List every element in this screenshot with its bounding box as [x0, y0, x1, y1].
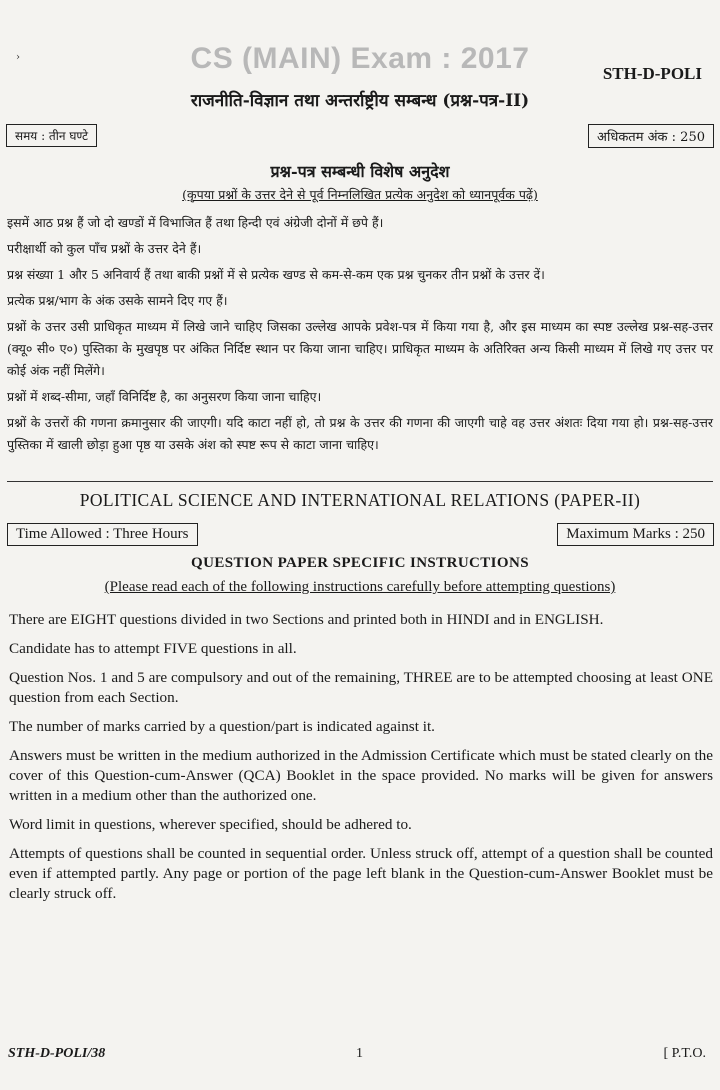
english-time-allowed: Time Allowed : Three Hours: [7, 523, 198, 546]
hindi-instructions-heading: प्रश्न-पत्र सम्बन्धी विशेष अनुदेश: [270, 162, 450, 181]
english-instruction: Word limit in questions, wherever specified, should be adhered to.: [9, 816, 412, 833]
corner-mark: ›: [16, 52, 20, 63]
hindi-instruction: प्रश्नों के उत्तर उसी प्राधिकृत माध्यम में लिखे जाने चाहिए जिसका उल्लेख आपके प्रवेश-पत्र में किया गया है, और इस माध्यम का स्पष्ट उल्लेख प्रश्न-सह-उत्तर (क्यू० सी० ए०) पुस्तिका के मुखपृष्ठ पर अंकित निर्दिष्ट स्थान पर किया जाना चाहिए। प्राधिकृत माध्यम के अतिरिक्त अन्य किसी माध्यम में लिखे गए उत्तर पर कोई अंक नहीं मिलेंगे।: [7, 319, 713, 378]
english-instruction: There are EIGHT questions divided in two Sections and printed both in HINDI and in ENGLISH.: [9, 611, 604, 628]
hindi-instructions: [7, 212, 713, 460]
english-paper-title: POLITICAL SCIENCE AND INTERNATIONAL RELATIONS (PAPER-II): [79, 490, 641, 510]
hindi-instruction: प्रश्न संख्या 1 और 5 अनिवार्य हैं तथा बाकी प्रश्नों में से प्रत्येक खण्ड से कम-से-कम एक प्रश्न चुनकर तीन प्रश्नों के उत्तर दें।: [7, 267, 545, 282]
section-divider: [7, 481, 713, 482]
hindi-instructions-subheading: (कृपया प्रश्नों के उत्तर देने से पूर्व निम्नलिखित प्रत्येक अनुदेश को ध्यानपूर्वक पढ़ें): [182, 187, 538, 202]
hindi-max-marks: अधिकतम अंक : 250: [588, 124, 714, 148]
english-max-marks: Maximum Marks : 250: [557, 523, 714, 546]
english-instructions-subheading: (Please read each of the following instructions carefully before attempting questions): [104, 579, 616, 595]
english-instruction: Candidate has to attempt FIVE questions in all.: [9, 640, 297, 657]
english-instruction: Answers must be written in the medium authorized in the Admission Certificate which must be stated clearly on the cover of this Question-cum-Answer (QCA) Booklet in the space provided. No marks will be given for answers written in a medium other than the authorized one.: [9, 747, 713, 804]
hindi-instruction: परीक्षार्थी को कुल पाँच प्रश्नों के उत्तर देने हैं।: [7, 241, 202, 256]
pto-label: [ P.T.O.: [663, 1046, 706, 1061]
hindi-time-allowed: समय : तीन घण्टे: [6, 124, 97, 147]
hindi-instruction: इसमें आठ प्रश्न हैं जो दो खण्डों में विभाजित हैं तथा हिन्दी एवं अंग्रेजी दोनों में छपे हैं।: [7, 215, 384, 230]
hindi-paper-title: राजनीति-विज्ञान तथा अन्तर्राष्ट्रीय सम्बन्ध (प्रश्न-पत्र-II): [190, 91, 530, 111]
hindi-instruction: प्रश्नों के उत्तरों की गणना क्रमानुसार की जाएगी। यदि काटा नहीं हो, तो प्रश्न के उत्तर की गणना की जाएगी चाहे वह उत्तर अंशतः दिया गया हो। प्रश्न-सह-उत्तर पुस्तिका में खाली छोड़ा हुआ पृष्ठ या उसके अंश को स्पष्ट रूप से काटा जाना चाहिए।: [7, 415, 713, 452]
english-instruction: Question Nos. 1 and 5 are compulsory and out of the remaining, THREE are to be attempted choosing at least ONE question from each Section.: [9, 669, 713, 706]
english-instructions-heading: QUESTION PAPER SPECIFIC INSTRUCTIONS: [191, 555, 529, 571]
footer-code: STH-D-POLI/38: [8, 1046, 106, 1061]
hindi-instruction: प्रत्येक प्रश्न/भाग के अंक उसके सामने दिए गए हैं।: [7, 293, 228, 308]
page-number: 1: [356, 1046, 363, 1061]
english-instructions: [9, 610, 713, 913]
english-instruction: The number of marks carried by a question/part is indicated against it.: [9, 718, 435, 735]
hindi-instruction: प्रश्नों में शब्द-सीमा, जहाँ विनिर्दिष्ट है, का अनुसरण किया जाना चाहिए।: [7, 389, 322, 404]
english-instruction: Attempts of questions shall be counted in sequential order. Unless struck off, attempt of a question shall be counted even if attempted partly. Any page or portion of the page left blank in the Question-cum-Answer Booklet must be clearly struck off.: [9, 845, 713, 902]
paper-code: STH-D-POLI: [602, 64, 702, 83]
exam-title: CS (MAIN) Exam : 2017: [190, 42, 530, 75]
